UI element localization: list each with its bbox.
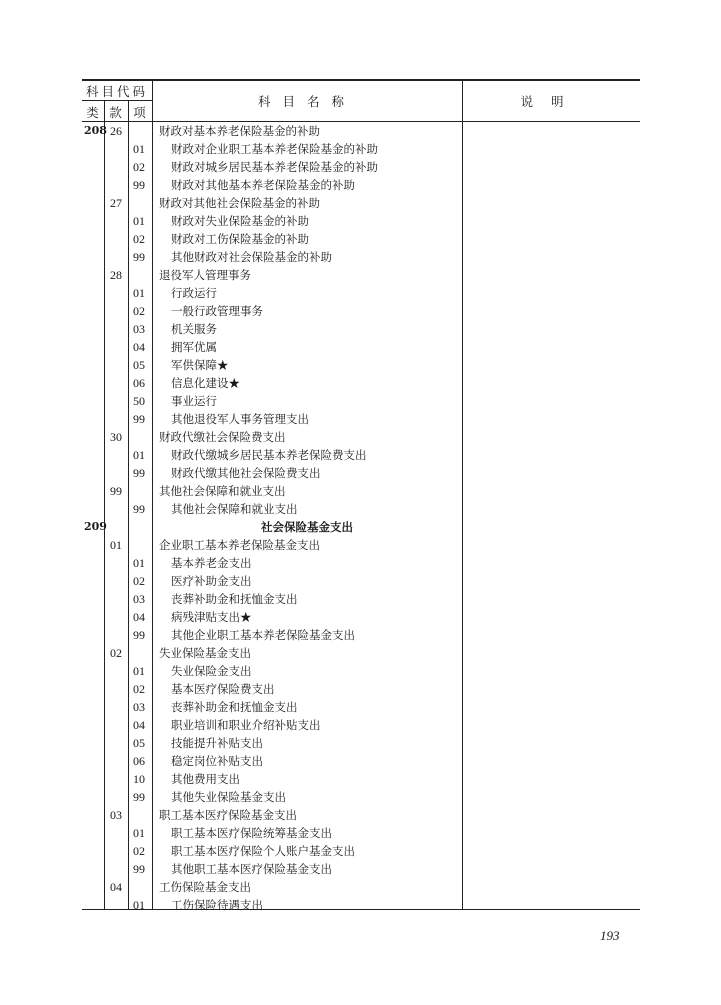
- cell-subject-name: 事业运行: [171, 394, 217, 408]
- cell-lei: [84, 140, 104, 158]
- cell-xiang: 05: [133, 358, 145, 372]
- cell-lei: [84, 176, 104, 194]
- cell-kuan: [110, 284, 130, 302]
- cell-xiang: 01: [133, 286, 145, 300]
- table-row: [82, 878, 640, 896]
- cell-xiang: 05: [133, 736, 145, 750]
- cell-lei: [84, 284, 104, 302]
- cell-kuan: [110, 140, 130, 158]
- cell-xiang: 99: [133, 502, 145, 516]
- cell-xiang: 02: [133, 160, 145, 174]
- cell-xiang: 03: [133, 592, 145, 606]
- cell-kuan: 27: [110, 196, 122, 210]
- cell-lei: [84, 860, 104, 878]
- cell-xiang: 99: [133, 862, 145, 876]
- table-row: [82, 410, 640, 428]
- page-number: 193: [600, 928, 620, 943]
- cell-subject-name: 基本养老金支出: [171, 556, 252, 570]
- cell-subject-name: 机关服务: [171, 322, 217, 336]
- table-row: [82, 626, 640, 644]
- cell-kuan: 99: [110, 484, 122, 498]
- cell-lei: [84, 212, 104, 230]
- cell-subject-name: 财政代缴其他社会保险费支出: [171, 466, 321, 480]
- cell-subject-name: 信息化建设★: [171, 376, 240, 390]
- cell-lei: 209: [84, 520, 107, 533]
- cell-lei: [84, 302, 104, 320]
- cell-xiang: [133, 482, 153, 500]
- cell-kuan: [110, 464, 130, 482]
- cell-lei: [84, 248, 104, 266]
- cell-kuan: [110, 176, 130, 194]
- cell-xiang: [133, 518, 153, 536]
- cell-lei: [84, 356, 104, 374]
- cell-subject-name: 财政对其他基本养老保险基金的补助: [171, 178, 355, 192]
- cell-lei: [84, 626, 104, 644]
- cell-xiang: [133, 878, 153, 896]
- cell-lei: [84, 464, 104, 482]
- cell-lei: [84, 482, 104, 500]
- cell-subject-name: 一般行政管理事务: [171, 304, 263, 318]
- header-xiang: 项: [133, 105, 147, 120]
- table-row: [82, 716, 640, 734]
- cell-lei: [84, 392, 104, 410]
- cell-lei: [84, 608, 104, 626]
- cell-subject-name: 工伤保险待遇支出: [171, 898, 263, 912]
- cell-lei: [84, 374, 104, 392]
- header-subject-name: 科目名称: [257, 94, 356, 109]
- cell-subject-name: 其他社会保障和就业支出: [171, 502, 298, 516]
- cell-lei: [84, 734, 104, 752]
- cell-kuan: [110, 824, 130, 842]
- cell-subject-name: 其他社会保障和就业支出: [159, 484, 286, 498]
- cell-lei: [84, 878, 104, 896]
- cell-xiang: [133, 806, 153, 824]
- cell-kuan: [110, 158, 130, 176]
- table-row: [82, 248, 640, 266]
- table-row: [82, 896, 640, 914]
- table-row: [82, 770, 640, 788]
- cell-kuan: [110, 212, 130, 230]
- cell-kuan: 28: [110, 268, 122, 282]
- cell-lei: [84, 338, 104, 356]
- cell-kuan: [110, 590, 130, 608]
- cell-xiang: [133, 428, 153, 446]
- cell-subject-name: 职工基本医疗保险统筹基金支出: [171, 826, 332, 840]
- cell-subject-name: 财政对企业职工基本养老保险基金的补助: [171, 142, 378, 156]
- cell-kuan: [110, 338, 130, 356]
- table-row: [82, 518, 640, 536]
- cell-subject-name: 其他企业职工基本养老保险基金支出: [171, 628, 355, 642]
- cell-kuan: [110, 518, 130, 536]
- cell-kuan: [110, 356, 130, 374]
- cell-kuan: [110, 446, 130, 464]
- cell-subject-name: 其他失业保险基金支出: [171, 790, 286, 804]
- header-description: 说明: [520, 94, 582, 109]
- table-row: [82, 284, 640, 302]
- cell-kuan: 02: [110, 646, 122, 660]
- table-row: [82, 446, 640, 464]
- table-row: [82, 176, 640, 194]
- table-row: [82, 464, 640, 482]
- cell-subject-name: 病残津贴支出★: [171, 610, 252, 624]
- cell-xiang: [133, 194, 153, 212]
- cell-subject-name: 其他费用支出: [171, 772, 240, 786]
- table-row: [82, 590, 640, 608]
- cell-xiang: 01: [133, 556, 145, 570]
- cell-lei: [84, 662, 104, 680]
- cell-xiang: 01: [133, 142, 145, 156]
- cell-subject-name: 医疗补助金支出: [171, 574, 252, 588]
- table-row: [82, 500, 640, 518]
- cell-xiang: 99: [133, 412, 145, 426]
- table-row: [82, 698, 640, 716]
- table-row: [82, 644, 640, 662]
- table-row: [82, 122, 640, 140]
- cell-xiang: 99: [133, 178, 145, 192]
- cell-kuan: [110, 302, 130, 320]
- cell-xiang: 01: [133, 448, 145, 462]
- cell-xiang: 99: [133, 790, 145, 804]
- cell-xiang: 99: [133, 250, 145, 264]
- table-row: [82, 302, 640, 320]
- cell-kuan: [110, 752, 130, 770]
- cell-subject-name: 其他财政对社会保险基金的补助: [171, 250, 332, 264]
- cell-xiang: [133, 122, 153, 140]
- cell-subject-name: 工伤保险基金支出: [159, 880, 251, 894]
- cell-subject-name: 退役军人管理事务: [159, 268, 251, 282]
- table-row: [82, 842, 640, 860]
- table-row: [82, 788, 640, 806]
- cell-lei: [84, 842, 104, 860]
- cell-lei: [84, 320, 104, 338]
- cell-subject-name: 财政对其他社会保险基金的补助: [159, 196, 320, 210]
- cell-kuan: [110, 842, 130, 860]
- cell-kuan: 30: [110, 430, 122, 444]
- cell-subject-name: 军供保障★: [171, 358, 229, 372]
- cell-kuan: [110, 392, 130, 410]
- table-row: [82, 662, 640, 680]
- cell-kuan: [110, 410, 130, 428]
- cell-kuan: [110, 248, 130, 266]
- table-row: [82, 158, 640, 176]
- table-row: [82, 320, 640, 338]
- cell-subject-name: 财政代缴社会保险费支出: [159, 430, 286, 444]
- table-row: [82, 608, 640, 626]
- cell-lei: [84, 158, 104, 176]
- cell-kuan: [110, 662, 130, 680]
- cell-xiang: 06: [133, 376, 145, 390]
- table-row: [82, 572, 640, 590]
- table-row: [82, 194, 640, 212]
- cell-subject-name: 拥军优属: [171, 340, 217, 354]
- cell-subject-name: 其他职工基本医疗保险基金支出: [171, 862, 332, 876]
- cell-lei: [84, 230, 104, 248]
- cell-lei: [84, 788, 104, 806]
- cell-subject-name: 财政对失业保险基金的补助: [171, 214, 309, 228]
- cell-kuan: [110, 374, 130, 392]
- cell-lei: [84, 896, 104, 914]
- table-row: [82, 230, 640, 248]
- cell-lei: [84, 572, 104, 590]
- cell-kuan: [110, 770, 130, 788]
- cell-kuan: 01: [110, 538, 122, 552]
- cell-lei: [84, 194, 104, 212]
- cell-subject-name: 技能提升补贴支出: [171, 736, 263, 750]
- cell-xiang: 03: [133, 700, 145, 714]
- cell-lei: [84, 824, 104, 842]
- cell-subject-name: 财政代缴城乡居民基本养老保险费支出: [171, 448, 367, 462]
- header-lei: 类: [86, 105, 100, 120]
- cell-lei: [84, 752, 104, 770]
- table-row: [82, 356, 640, 374]
- cell-kuan: [110, 500, 130, 518]
- cell-xiang: 01: [133, 898, 145, 912]
- cell-subject-name: 稳定岗位补贴支出: [171, 754, 263, 768]
- cell-xiang: 02: [133, 682, 145, 696]
- cell-subject-name: 职业培训和职业介绍补贴支出: [171, 718, 321, 732]
- table-row: [82, 554, 640, 572]
- table-row: [82, 140, 640, 158]
- cell-subject-name: 丧葬补助金和抚恤金支出: [171, 700, 298, 714]
- cell-lei: [84, 428, 104, 446]
- cell-xiang: 10: [133, 772, 145, 786]
- cell-lei: [84, 644, 104, 662]
- cell-xiang: [133, 644, 153, 662]
- table-row: [82, 824, 640, 842]
- cell-lei: [84, 266, 104, 284]
- cell-lei: [84, 590, 104, 608]
- header-kuan: 款: [109, 105, 123, 120]
- cell-lei: [84, 698, 104, 716]
- cell-kuan: 03: [110, 808, 122, 822]
- cell-kuan: [110, 608, 130, 626]
- table-row: [82, 536, 640, 554]
- cell-subject-name: 其他退役军人事务管理支出: [171, 412, 309, 426]
- cell-xiang: 50: [133, 394, 145, 408]
- cell-kuan: [110, 716, 130, 734]
- cell-lei: [84, 500, 104, 518]
- cell-xiang: [133, 536, 153, 554]
- table-row: [82, 374, 640, 392]
- cell-subject-name: 行政运行: [171, 286, 217, 300]
- code-header-divider: [82, 100, 152, 101]
- cell-kuan: [110, 230, 130, 248]
- cell-xiang: 01: [133, 664, 145, 678]
- table-row: [82, 392, 640, 410]
- header-subject-code: 科目代码: [85, 84, 148, 99]
- table-top-rule: [82, 79, 640, 81]
- cell-lei: [84, 806, 104, 824]
- cell-lei: [84, 716, 104, 734]
- cell-kuan: 04: [110, 880, 122, 894]
- table-row: [82, 266, 640, 284]
- cell-xiang: 02: [133, 232, 145, 246]
- cell-xiang: 03: [133, 322, 145, 336]
- table-row: [82, 482, 640, 500]
- table-body: [82, 122, 640, 914]
- cell-subject-name: 基本医疗保险费支出: [171, 682, 275, 696]
- cell-subject-name: 财政对基本养老保险基金的补助: [159, 124, 320, 138]
- cell-subject-name: 丧葬补助金和抚恤金支出: [171, 592, 298, 606]
- cell-kuan: [110, 626, 130, 644]
- cell-xiang: 06: [133, 754, 145, 768]
- table-row: [82, 752, 640, 770]
- cell-subject-name: 财政对工伤保险基金的补助: [171, 232, 309, 246]
- cell-lei: [84, 410, 104, 428]
- cell-subject-name: 社会保险基金支出: [261, 520, 353, 534]
- cell-subject-name: 职工基本医疗保险个人账户基金支出: [171, 844, 355, 858]
- table-row: [82, 212, 640, 230]
- table-row: [82, 338, 640, 356]
- cell-subject-name: 职工基本医疗保险基金支出: [159, 808, 297, 822]
- cell-xiang: 02: [133, 304, 145, 318]
- table-row: [82, 734, 640, 752]
- cell-xiang: 01: [133, 826, 145, 840]
- table-row: [82, 428, 640, 446]
- cell-kuan: [110, 860, 130, 878]
- cell-lei: [84, 770, 104, 788]
- cell-subject-name: 财政对城乡居民基本养老保险基金的补助: [171, 160, 378, 174]
- cell-xiang: 99: [133, 628, 145, 642]
- table-row: [82, 806, 640, 824]
- cell-lei: [84, 536, 104, 554]
- cell-kuan: 26: [110, 124, 122, 138]
- cell-lei: [84, 446, 104, 464]
- cell-subject-name: 失业保险金支出: [171, 664, 252, 678]
- cell-kuan: [110, 572, 130, 590]
- cell-kuan: [110, 320, 130, 338]
- cell-xiang: 04: [133, 610, 145, 624]
- cell-kuan: [110, 554, 130, 572]
- cell-kuan: [110, 788, 130, 806]
- cell-xiang: [133, 266, 153, 284]
- cell-xiang: 04: [133, 718, 145, 732]
- cell-xiang: 99: [133, 466, 145, 480]
- cell-subject-name: 企业职工基本养老保险基金支出: [159, 538, 320, 552]
- table-row: [82, 860, 640, 878]
- cell-xiang: 04: [133, 340, 145, 354]
- cell-kuan: [110, 896, 130, 914]
- cell-kuan: [110, 734, 130, 752]
- cell-lei: [84, 554, 104, 572]
- cell-lei: [84, 680, 104, 698]
- cell-lei: 208: [84, 124, 107, 137]
- table-row: [82, 680, 640, 698]
- cell-kuan: [110, 698, 130, 716]
- cell-subject-name: 失业保险基金支出: [159, 646, 251, 660]
- cell-kuan: [110, 680, 130, 698]
- cell-xiang: 01: [133, 214, 145, 228]
- cell-xiang: 02: [133, 844, 145, 858]
- cell-xiang: 02: [133, 574, 145, 588]
